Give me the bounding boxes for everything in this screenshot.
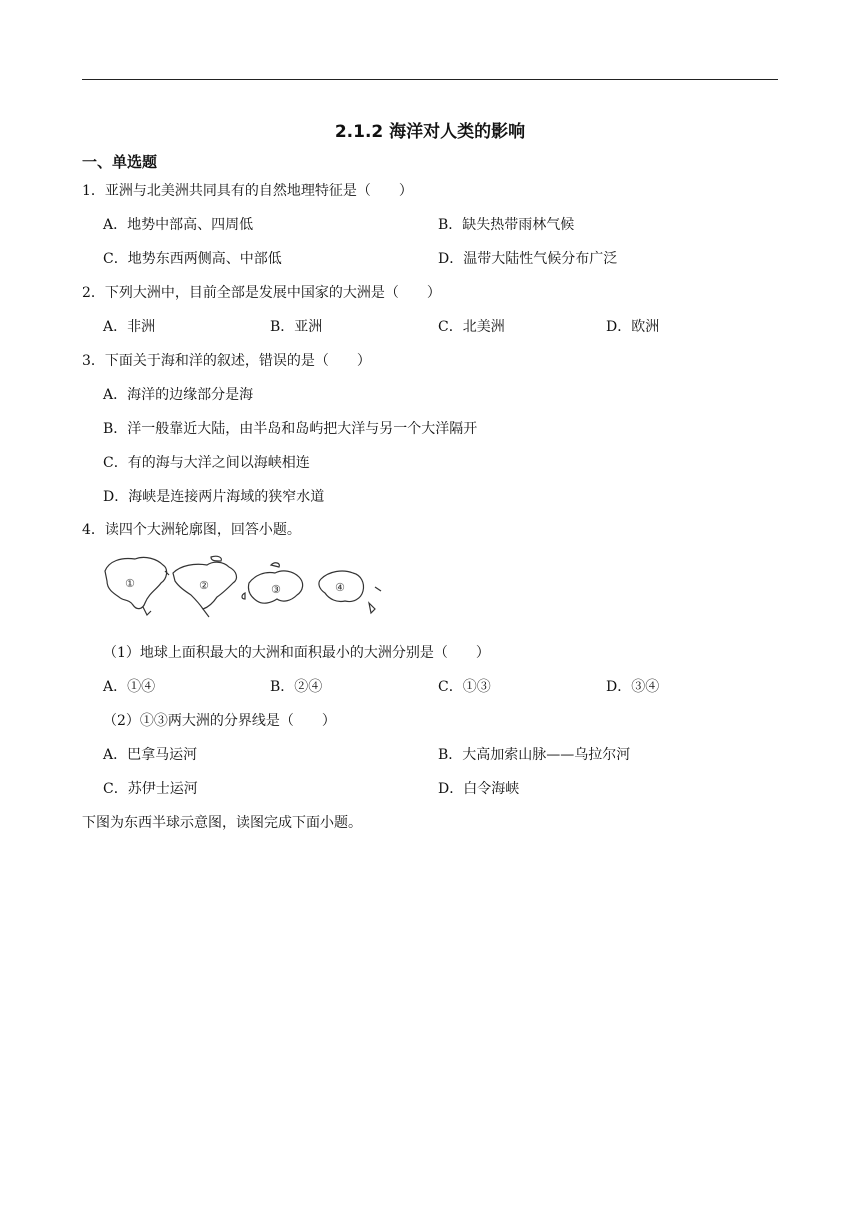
- question-1-stem: 1．亚洲与北美洲共同具有的自然地理特征是（ ）: [82, 183, 413, 199]
- q4-1-option-b[interactable]: B．②④: [270, 679, 323, 695]
- q3-option-a[interactable]: A．海洋的边缘部分是海: [103, 387, 254, 403]
- q1-option-c[interactable]: C．地势东西两侧高、中部低: [103, 251, 282, 267]
- q1-option-a[interactable]: A．地势中部高、四周低: [103, 217, 254, 233]
- q4-2-option-a[interactable]: A．巴拿马运河: [103, 747, 198, 763]
- continent-outline-maps: [99, 549, 391, 621]
- map-label-1: ①: [125, 577, 135, 590]
- q4-2-option-c[interactable]: C．苏伊士运河: [103, 781, 198, 797]
- q4-1-option-a[interactable]: A．①④: [103, 679, 156, 695]
- question-4-1-stem: （1）地球上面积最大的大洲和面积最小的大洲分别是（ ）: [103, 645, 490, 661]
- question-4-2-stem: （2）①③两大洲的分界线是（ ）: [103, 713, 336, 729]
- q3-option-b[interactable]: B．洋一般靠近大陆，由半岛和岛屿把大洋与另一个大洋隔开: [103, 421, 478, 437]
- page-title: 2.1.2 海洋对人类的影响: [334, 122, 526, 142]
- map-label-2: ②: [199, 579, 209, 592]
- q4-1-option-c[interactable]: C．①③: [438, 679, 491, 695]
- q2-option-a[interactable]: A．非洲: [103, 319, 156, 335]
- question-3-stem: 3．下面关于海和洋的叙述，错误的是（ ）: [82, 353, 371, 369]
- map-label-4: ④: [335, 581, 345, 594]
- q2-option-d[interactable]: D．欧洲: [606, 319, 660, 335]
- q1-option-b[interactable]: B．缺失热带雨林气候: [438, 217, 575, 233]
- q4-2-option-d[interactable]: D．白令海峡: [438, 781, 520, 797]
- q3-option-c[interactable]: C．有的海与大洋之间以海峡相连: [103, 455, 310, 471]
- question-4-stem: 4．读四个大洲轮廓图，回答小题。: [82, 522, 301, 538]
- q3-option-d[interactable]: D．海峡是连接两片海域的狭窄水道: [103, 489, 325, 505]
- figure-intro-text: 下图为东西半球示意图，读图完成下面小题。: [82, 815, 362, 831]
- q2-option-b[interactable]: B．亚洲: [270, 319, 323, 335]
- q4-1-option-d[interactable]: D．③④: [606, 679, 660, 695]
- continent-1-outline: [105, 557, 169, 615]
- header-rule: [82, 79, 778, 80]
- map-label-3: ③: [271, 583, 281, 596]
- q2-option-c[interactable]: C．北美洲: [438, 319, 505, 335]
- question-2-stem: 2．下列大洲中，目前全部是发展中国家的大洲是（ ）: [82, 285, 441, 301]
- continent-4-outline: [319, 571, 381, 613]
- section-heading: 一、单选题: [82, 153, 158, 171]
- q1-option-d[interactable]: D．温带大陆性气候分布广泛: [438, 251, 618, 267]
- q4-2-option-b[interactable]: B．大高加索山脉——乌拉尔河: [438, 747, 631, 763]
